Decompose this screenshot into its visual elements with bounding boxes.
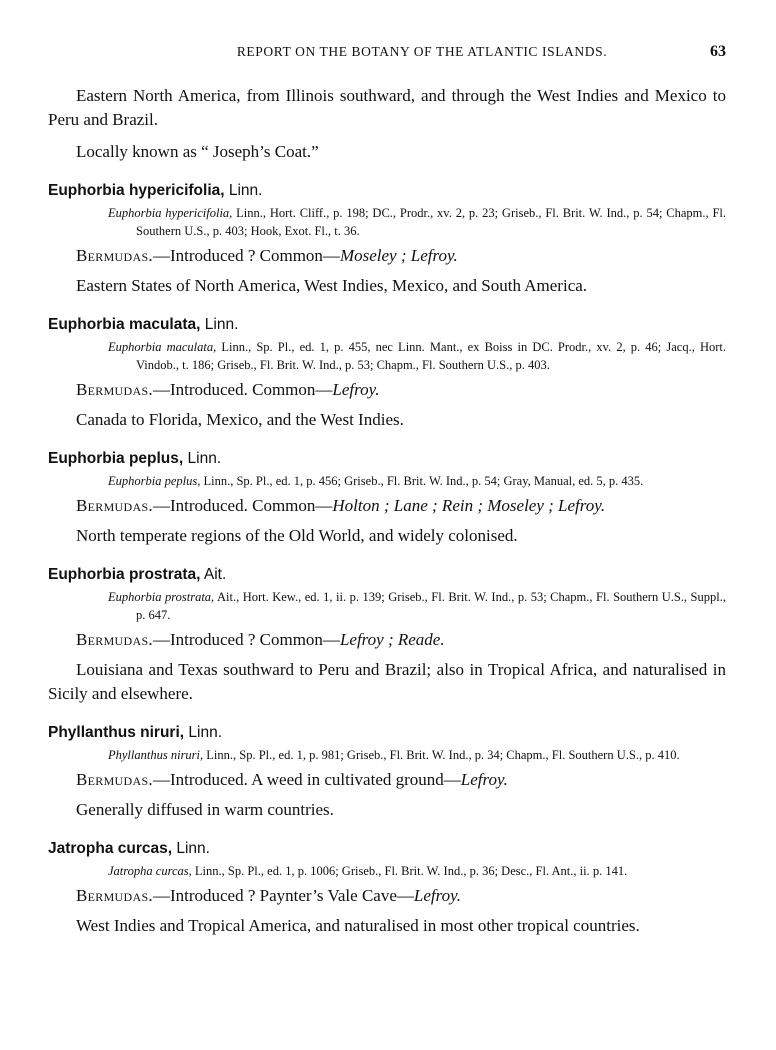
species-author: Linn.	[224, 182, 263, 199]
locality-collectors: Lefroy.	[460, 770, 508, 789]
species-heading	[48, 722, 726, 744]
species-entry	[48, 180, 726, 298]
species-name: Phyllanthus niruri,	[48, 724, 185, 741]
species-heading	[48, 838, 726, 860]
locality-place: Bermudas.	[76, 886, 153, 905]
locality-status: —Introduced. Common—	[152, 496, 333, 515]
reference-text: Linn., Sp. Pl., ed. 1, p. 456; Griseb., Fl. Brit. W. Ind., p. 54; Gray, Manual, ed. 5, p. 435.	[200, 474, 644, 488]
reference-text: Linn., Sp. Pl., ed. 1, p. 455, nec Linn. Mant., ex Boiss in DC. Prodr., xv. 2, p. 46; Jacq., Hort. Vindob., t. 186; Griseb., Fl. Brit. W. Ind., p. 53; Chapm., Fl. Southern U.S., p. 403.	[136, 340, 727, 372]
species-locality	[48, 628, 726, 652]
species-entry	[48, 564, 726, 706]
species-name: Jatropha curcas,	[48, 840, 173, 857]
species-name: Euphorbia peplus,	[48, 450, 184, 467]
locality-place: Bermudas.	[76, 246, 153, 265]
species-heading	[48, 180, 726, 202]
species-entry	[48, 722, 726, 822]
page-body	[48, 84, 726, 938]
species-distribution: Generally diffused in warm countries.	[76, 800, 334, 819]
species-author: Linn.	[172, 840, 210, 857]
running-title: REPORT ON THE BOTANY OF THE ATLANTIC ISLANDS.	[236, 44, 608, 59]
locality-status: —Introduced ? Paynter’s Vale Cave—	[152, 886, 414, 905]
locality-place: Bermudas.	[76, 380, 153, 399]
reference-name: Euphorbia prostrata,	[108, 590, 215, 604]
species-references	[48, 588, 726, 624]
species-heading	[48, 564, 726, 586]
species-references	[48, 472, 726, 490]
reference-name: Phyllanthus niruri,	[108, 748, 204, 762]
locality-collectors: Lefroy.	[332, 380, 380, 399]
running-header	[48, 44, 726, 66]
locality-place: Bermudas.	[76, 496, 153, 515]
species-author: Linn.	[184, 724, 222, 741]
species-entry	[48, 448, 726, 548]
species-locality	[48, 768, 726, 792]
reference-name: Euphorbia peplus,	[108, 474, 201, 488]
species-distribution: Eastern States of North America, West Indies, Mexico, and South America.	[76, 276, 588, 295]
locality-collectors: Moseley ; Lefroy.	[339, 246, 458, 265]
species-locality	[48, 244, 726, 268]
species-entry	[48, 314, 726, 432]
locality-collectors: Holton ; Lane ; Rein ; Moseley ; Lefroy.	[332, 496, 606, 515]
species-distribution: West Indies and Tropical America, and naturalised in most other tropical countries.	[76, 916, 640, 935]
locality-place: Bermudas.	[76, 630, 153, 649]
locality-status: —Introduced. Common—	[152, 380, 333, 399]
intro-local-name: Locally known as “ Joseph’s Coat.”	[76, 142, 319, 161]
species-references	[48, 204, 726, 240]
reference-text: Linn., Sp. Pl., ed. 1, p. 981; Griseb., Fl. Brit. W. Ind., p. 34; Chapm., Fl. Southern U.S., p. 410.	[203, 748, 680, 762]
species-distribution: North temperate regions of the Old World, and widely colonised.	[76, 526, 518, 545]
locality-collectors: Lefroy ; Reade.	[339, 630, 445, 649]
species-distribution: Louisiana and Texas southward to Peru and Brazil; also in Tropical Africa, and naturalised in Sicily and elsewhere.	[48, 660, 726, 703]
reference-text: Linn., Hort. Cliff., p. 198; DC., Prodr., xv. 2, p. 23; Griseb., Fl. Brit. W. Ind., p. 54; Chapm., Fl. Southern U.S., p. 403; Hook, Exot. Fl., t. 36.	[136, 206, 726, 238]
reference-name: Jatropha curcas,	[108, 864, 192, 878]
species-locality	[48, 884, 726, 908]
species-references	[48, 862, 726, 880]
species-author: Linn.	[200, 316, 239, 333]
species-entry	[48, 838, 726, 938]
locality-status: —Introduced. A weed in cultivated ground—	[152, 770, 461, 789]
locality-collectors: Lefroy.	[413, 886, 461, 905]
species-author: Linn.	[183, 450, 222, 467]
species-heading	[48, 314, 726, 336]
species-distribution: Canada to Florida, Mexico, and the West Indies.	[76, 410, 404, 429]
locality-status: —Introduced ? Common—	[152, 630, 340, 649]
reference-name: Euphorbia hypericifolia,	[108, 206, 233, 220]
page-number: 63	[710, 43, 726, 60]
intro-distribution: Eastern North America, from Illinois southward, and through the West Indies and Mexico to Peru and Brazil.	[48, 86, 726, 129]
reference-text: Ait., Hort. Kew., ed. 1, ii. p. 139; Griseb., Fl. Brit. W. Ind., p. 53; Chapm., Fl. Southern U.S., Suppl., p. 647.	[136, 590, 726, 622]
species-author: Ait.	[200, 566, 227, 583]
reference-name: Euphorbia maculata,	[108, 340, 217, 354]
species-locality	[48, 378, 726, 402]
species-references	[48, 746, 726, 764]
species-references	[48, 338, 726, 374]
species-locality	[48, 494, 726, 518]
locality-place: Bermudas.	[76, 770, 153, 789]
species-name: Euphorbia hypericifolia,	[48, 182, 225, 199]
reference-text: Linn., Sp. Pl., ed. 1, p. 1006; Griseb., Fl. Brit. W. Ind., p. 36; Desc., Fl. Ant., ii. p. 141.	[191, 864, 628, 878]
species-name: Euphorbia prostrata,	[48, 566, 201, 583]
species-heading	[48, 448, 726, 470]
species-name: Euphorbia maculata,	[48, 316, 201, 333]
locality-status: —Introduced ? Common—	[152, 246, 340, 265]
